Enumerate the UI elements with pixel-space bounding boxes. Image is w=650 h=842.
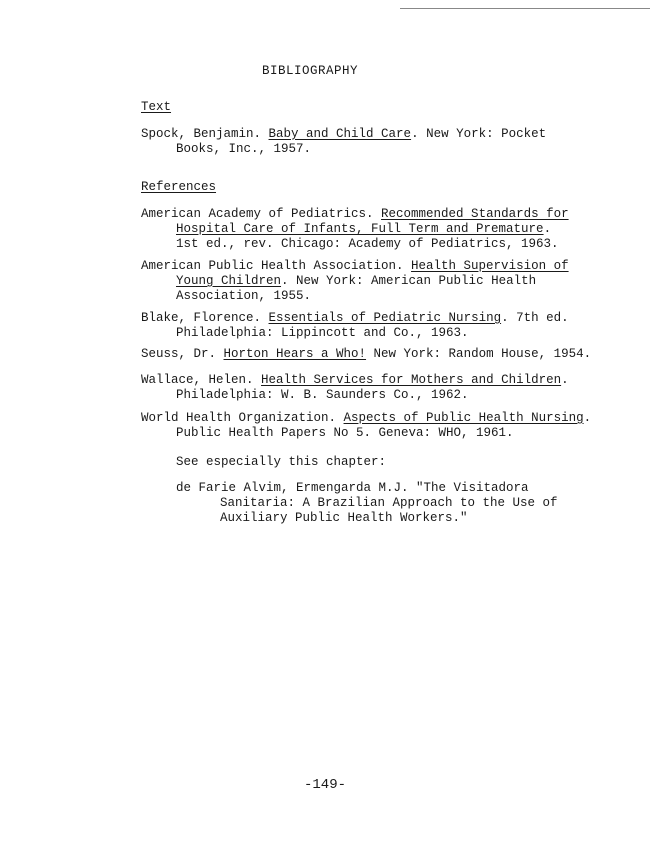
entry-author: American Academy of Pediatrics. [141, 207, 382, 221]
bibliography-entry-aap [141, 207, 621, 252]
entry-edition: . 7th ed. [501, 311, 569, 325]
entry-publisher: . New York: American Public Health [281, 274, 537, 288]
entry-continuation: Philadelphia: W. B. Saunders Co., 1962. [176, 388, 469, 402]
see-also-text: See especially this chapter: [176, 455, 387, 469]
bibliography-entry-blake [141, 311, 621, 341]
section-heading-text: Text [141, 100, 172, 114]
entry-continuation: 1st ed., rev. Chicago: Academy of Pediatrics, 1963. [176, 237, 559, 251]
entry-title: Recommended Standards for [381, 207, 569, 221]
entry-punct: . [543, 222, 552, 236]
bibliography-entry-wallace [141, 373, 621, 403]
entry-title: Horton Hears a Who! [223, 347, 367, 361]
entry-author: Spock, Benjamin. [141, 127, 269, 141]
chapter-reference [141, 481, 621, 526]
entry-title-continued: Young Children [176, 274, 282, 288]
entry-publisher: . New York: Pocket [411, 127, 547, 141]
entry-title: Health Services for Mothers and Children [261, 373, 562, 387]
entry-title: Aspects of Public Health Nursing [343, 411, 584, 425]
entry-author: Blake, Florence. [141, 311, 269, 325]
entry-title: Health Supervision of [411, 259, 569, 273]
entry-author: American Public Health Association. [141, 259, 412, 273]
scan-edge-line [400, 8, 650, 9]
entry-author: World Health Organization. [141, 411, 344, 425]
entry-title-continued: Hospital Care of Infants, Full Term and Premature [176, 222, 544, 236]
section-heading-references: References [141, 180, 217, 194]
bibliography-entry-spock [141, 127, 621, 157]
page-number: -149- [303, 777, 346, 793]
chapter-line-1: de Farie Alvim, Ermengarda M.J. "The Visitadora [176, 481, 529, 495]
page-title: BIBLIOGRAPHY [261, 64, 358, 78]
bibliography-entry-who [141, 411, 621, 441]
bibliography-entry-apha [141, 259, 621, 304]
chapter-line-3: Auxiliary Public Health Workers." [220, 511, 468, 525]
see-also-note [141, 455, 621, 470]
entry-continuation: Public Health Papers No 5. Geneva: WHO, 1961. [176, 426, 514, 440]
entry-continuation: Philadelphia: Lippincott and Co., 1963. [176, 326, 469, 340]
entry-publisher: New York: Random House, 1954. [366, 347, 592, 361]
entry-title: Baby and Child Care [268, 127, 412, 141]
entry-punct: . [561, 373, 569, 387]
entry-continuation: Association, 1955. [176, 289, 312, 303]
entry-title: Essentials of Pediatric Nursing [268, 311, 502, 325]
entry-continuation: Books, Inc., 1957. [176, 142, 312, 156]
entry-author: Seuss, Dr. [141, 347, 224, 361]
bibliography-entry-seuss [141, 347, 621, 362]
entry-author: Wallace, Helen. [141, 373, 262, 387]
entry-punct: . [583, 411, 592, 425]
chapter-line-2: Sanitaria: A Brazilian Approach to the Use of [220, 496, 558, 510]
